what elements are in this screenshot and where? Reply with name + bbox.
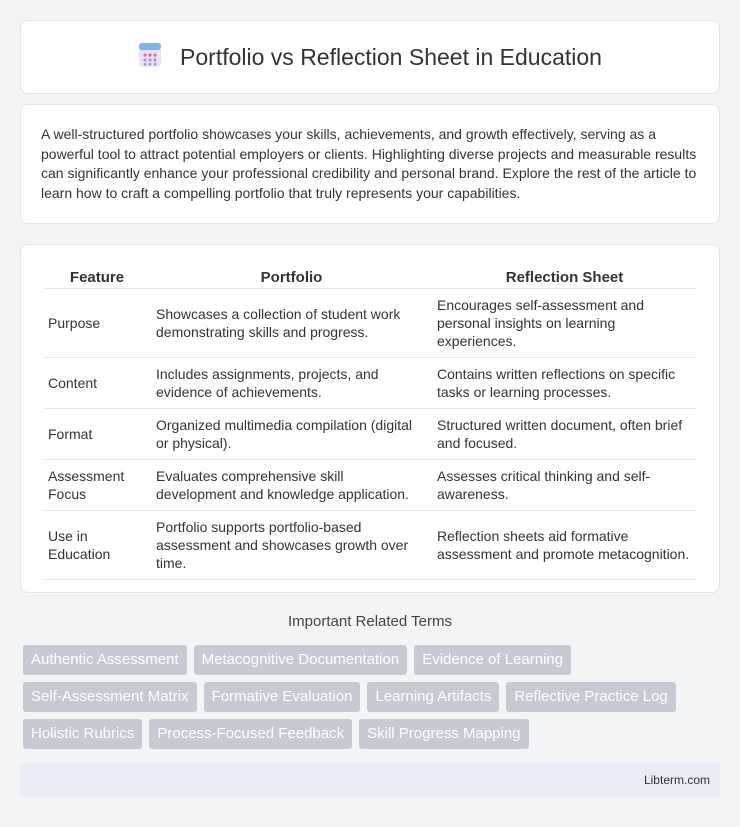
reflection-cell: Assesses critical thinking and self-awareness. xyxy=(432,460,697,511)
related-term-tag[interactable]: Holistic Rubrics xyxy=(23,719,142,749)
table-header-row xyxy=(43,263,697,289)
footer-site-link[interactable]: Libterm.com xyxy=(643,773,710,787)
related-term-tag[interactable]: Metacognitive Documentation xyxy=(194,645,408,675)
page-title: Portfolio vs Reflection Sheet in Education xyxy=(180,43,602,70)
table-row xyxy=(43,358,697,409)
portfolio-cell: Evaluates comprehensive skill development and knowledge application. xyxy=(151,460,432,511)
calculator-icon xyxy=(138,42,162,73)
table-row xyxy=(43,289,697,358)
feature-cell: Assessment Focus xyxy=(43,460,151,511)
reflection-cell: Encourages self-assessment and personal insights on learning experiences. xyxy=(432,289,697,358)
related-term-tag[interactable]: Skill Progress Mapping xyxy=(359,719,528,749)
portfolio-cell: Organized multimedia compilation (digital or physical). xyxy=(151,409,432,460)
reflection-cell: Contains written reflections on specific tasks or learning processes. xyxy=(432,358,697,409)
feature-cell: Use in Education xyxy=(43,511,151,580)
related-term-tag[interactable]: Reflective Practice Log xyxy=(506,682,675,712)
header-reflection-sheet: Reflection Sheet xyxy=(432,263,697,289)
portfolio-cell: Showcases a collection of student work demonstrating skills and progress. xyxy=(151,289,432,358)
related-term-tag[interactable]: Learning Artifacts xyxy=(367,682,499,712)
header-card xyxy=(20,20,720,94)
reflection-cell: Structured written document, often brief and focused. xyxy=(432,409,697,460)
reflection-cell: Reflection sheets aid formative assessment and promote metacognition. xyxy=(432,511,697,580)
feature-cell: Purpose xyxy=(43,289,151,358)
header-portfolio: Portfolio xyxy=(151,263,432,289)
table-row xyxy=(43,460,697,511)
intro-card xyxy=(20,104,720,224)
footer xyxy=(20,763,720,797)
feature-cell: Content xyxy=(43,358,151,409)
comparison-card xyxy=(20,244,720,593)
table-row xyxy=(43,409,697,460)
comparison-table xyxy=(43,263,697,580)
header-feature: Feature xyxy=(43,263,151,289)
portfolio-cell: Portfolio supports portfolio-based assessment and showcases growth over time. xyxy=(151,511,432,580)
related-term-tag[interactable]: Process-Focused Feedback xyxy=(149,719,352,749)
related-terms-list xyxy=(23,645,723,749)
related-terms-title: Important Related Terms xyxy=(288,613,452,630)
related-term-tag[interactable]: Evidence of Learning xyxy=(414,645,571,675)
feature-cell: Format xyxy=(43,409,151,460)
related-term-tag[interactable]: Self-Assessment Matrix xyxy=(23,682,197,712)
intro-text: A well-structured portfolio showcases your skills, achievements, and growth effectively, serving as a powerful tool to attract potential employers or clients. Highlighting diverse projects and measurable results can significantly enhance your professional credibility and personal brand. Explore the rest of the article to learn how to craft a compelling portfolio that truly represents your capabilities. xyxy=(41,126,697,201)
table-row xyxy=(43,511,697,580)
related-term-tag[interactable]: Authentic Assessment xyxy=(23,645,187,675)
portfolio-cell: Includes assignments, projects, and evidence of achievements. xyxy=(151,358,432,409)
title-wrap xyxy=(138,42,602,73)
related-term-tag[interactable]: Formative Evaluation xyxy=(204,682,361,712)
